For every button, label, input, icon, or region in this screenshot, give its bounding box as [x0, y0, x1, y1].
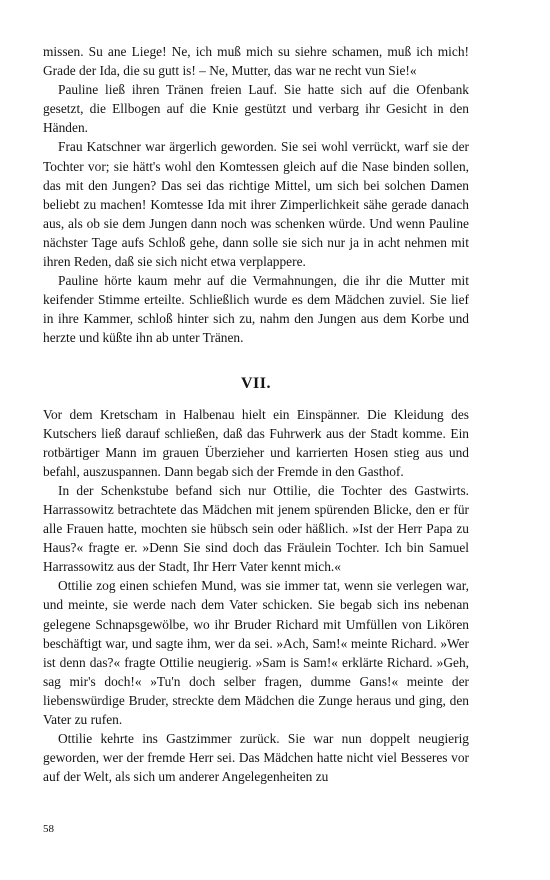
paragraph: Pauline ließ ihren Tränen freien Lauf. Sie hatte sich auf die Ofenbank gesetzt, die Ellbogen auf die Knie gestützt und verbarg ihr Gesicht in den Händen. — [43, 82, 469, 136]
paragraph-continued: missen. Su ane Liege! Ne, ich muß mich su siehre schamen, muß ich mich! Grade der Ida, die su gutt is! – Ne, Mutter, das war ne recht vun Sie!« — [43, 44, 469, 79]
paragraph: Pauline hörte kaum mehr auf die Vermahnungen, die ihr die Mutter mit keifender Stimme erteilte. Schließlich wurde es dem Mädchen zuviel. Sie lief in ihre Kammer, schloß hinter sich zu, nahm den Jungen aus dem Korbe und herzte und küßte ihn ab unter Tränen. — [43, 273, 469, 346]
paragraph: Frau Katschner war ärgerlich geworden. Sie sei wohl verrückt, warf sie der Tochter vor; sie hätt's wohl den Komtessen gleich auf die Nase binden sollen, das mit den Jungen? Das sei das richtige Mittel, um sich bei solchen Damen beliebt zu machen! Komtesse Ida mit ihrer Zimperlichkeit sähe gerade danach aus, als ob sie dem Jungen dann noch was schenken würde. Und wenn Pauline nächster Tage aufs Schloß gehe, dann solle sie sich nur ja in acht nehmen mit ihren Reden, daß sie sich nicht etwa verplappere. — [43, 139, 469, 270]
paragraph: In der Schenkstube befand sich nur Ottilie, die Tochter des Gastwirts. Harrassowitz betrachtete das Mädchen mit jenem spürenden Blicke, den er für alle Frauen hatte, mochten sie hübsch sein oder häßlich. »Ist der Herr Papa zu Haus?« fragte er. »Denn Sie sind doch das Fräulein Tochter. Ich bin Samuel Harrassowitz aus der Stadt, Ihr Herr Vater kennt mich.« — [43, 482, 469, 575]
text-block-chapter-body — [43, 405, 469, 787]
paragraph: Ottilie kehrte ins Gastzimmer zurück. Sie war nun doppelt neugierig geworden, wer der fremde Herr sei. Das Mädchen hatte nicht viel Besseres vor auf der Welt, als sich um anderer Angelegenheiten zu — [43, 731, 469, 785]
text-block-before-chapter — [43, 42, 469, 348]
chapter-heading: VII. — [240, 374, 271, 392]
page-number: 58 — [43, 823, 54, 835]
book-page — [43, 42, 469, 786]
paragraph: Ottilie zog einen schiefen Mund, was sie immer tat, wenn sie verlegen war, und meinte, sie werde nach dem Vater schicken. Sie begab sich ins nebenan gelegene Schnapsgewölbe, wo ihr Bruder Richard mit Umfüllen von Likören beschäftigt war, und sagte ihm, wer da sei. »Ach, Sam!« meinte Richard. »Wer ist denn das?« fragte Ottilie neugierig. »Sam is Sam!« erklärte Richard. »Geh, sag mir's doch!« »Tu'n doch selber fragen, dumme Gans!« meinte der liebenswürdige Bruder, streckte dem Mädchen die Zunge heraus und ging, den Vater zu rufen. — [43, 578, 469, 727]
paragraph-first: Vor dem Kretscham in Halbenau hielt ein Einspänner. Die Kleidung des Kutschers ließ darauf schließen, daß das Fuhrwerk aus der Stadt komme. Ein rotbärtiger Mann im grauen Überzieher und karrierten Hosen stieg aus und befahl, auszuspannen. Dann begab sich der Fremde in den Gasthof. — [43, 406, 469, 479]
